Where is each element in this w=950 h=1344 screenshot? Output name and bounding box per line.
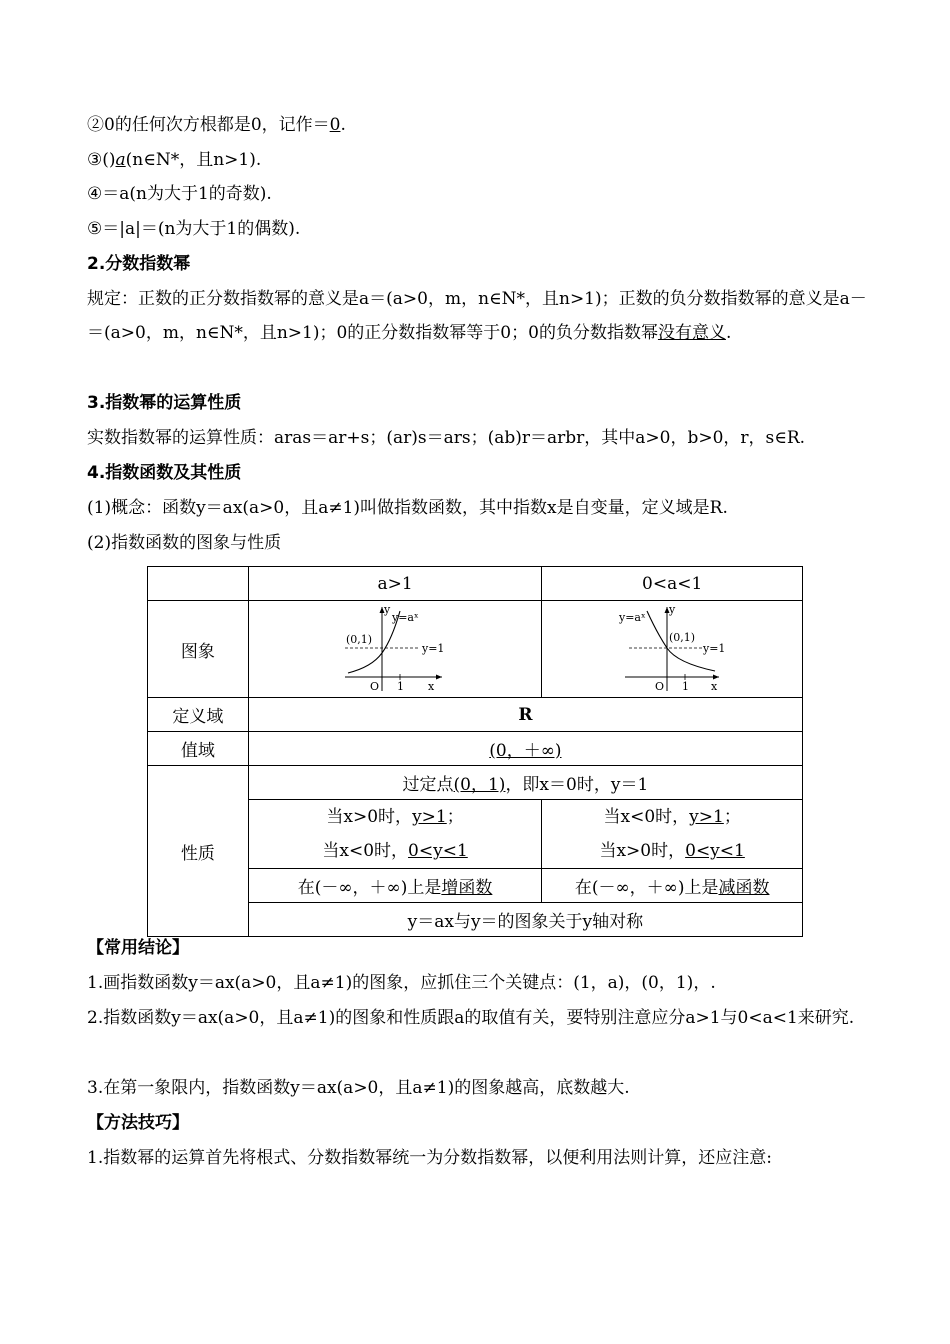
increasing-exp-graph [340, 603, 450, 695]
curve-label: y=aˣ [392, 611, 419, 624]
curve-label: y=aˣ [619, 611, 646, 624]
table-row-graph [148, 601, 803, 698]
origin-label: O [655, 680, 665, 693]
range-value: (0，＋∞) [248, 732, 802, 766]
asymptote-label: y=1 [703, 642, 726, 655]
exponential-properties-table [147, 566, 803, 937]
row-label-range: 值域 [148, 732, 249, 766]
root-property-4: ④＝a(n为大于1的奇数). [87, 184, 272, 204]
one-label: 1 [682, 680, 690, 693]
section-2-paragraph: 规定：正数的正分数指数幂的意义是a＝(a>0，m，n∈N*，且n>1)；正数的负分数指数幂的意义是a－＝(a>0，m，n∈N*，且n>1)；0的正分数指数幂等于0；0的负分数指数幂没有意义. [87, 289, 867, 343]
point-label: (0,1) [346, 633, 373, 646]
x-label: x [711, 680, 718, 693]
conclusion-3: 3.在第一象限内，指数函数y＝ax(a>0，且a≠1)的图象越高，底数越大. [87, 1078, 630, 1098]
section-3-title: 3.指数幂的运算性质 [87, 393, 242, 413]
method-1: 1.指数幂的运算首先将根式、分数指数幂统一为分数指数幂，以便利用法则计算，还应注意: [87, 1148, 772, 1168]
origin-label: O [370, 680, 380, 693]
graph-cell-increasing [248, 601, 542, 698]
row-label-graph: 图象 [148, 601, 249, 698]
y-label: y [384, 603, 391, 616]
section-4-concept: (1)概念：函数y＝ax(a>0，且a≠1)叫做指数函数，其中指数x是自变量，定义域是R. [87, 498, 728, 518]
section-2-title: 2.分数指数幂 [87, 254, 191, 274]
value-behavior-increasing: 当x>0时，y>1； 当x<0时，0<y<1 [248, 800, 542, 869]
monotonicity-decreasing: 在(－∞，＋∞)上是减函数 [542, 869, 803, 903]
monotonicity-increasing: 在(－∞，＋∞)上是增函数 [248, 869, 542, 903]
table-row-fixed-point [148, 766, 803, 800]
root-property-5: ⑤＝|a|＝(n为大于1的偶数). [87, 219, 301, 239]
table-row-range [148, 732, 803, 766]
asymptote-label: y=1 [422, 642, 445, 655]
conclusion-1: 1.画指数函数y＝ax(a>0，且a≠1)的图象，应抓住三个关键点：(1，a)，(0，1)，. [87, 973, 716, 993]
x-axis-arrow [436, 675, 442, 680]
table-corner-cell [148, 567, 249, 601]
x-label: x [428, 680, 435, 693]
header-a-between-0-1: 0<a<1 [542, 567, 803, 601]
one-label: 1 [397, 680, 405, 693]
section-3-paragraph: 实数指数幂的运算性质：aras＝ar+s；(ar)s＝ars；(ab)r＝arbr，其中a>0，b>0，r，s∈R. [87, 428, 806, 448]
root-property-3: ③()a(n∈N*，且n>1). [87, 150, 262, 170]
domain-value: R [248, 698, 802, 732]
table-row-domain [148, 698, 803, 732]
methods-title: 【方法技巧】 [87, 1113, 189, 1133]
value-behavior-decreasing: 当x<0时，y>1； 当x>0时，0<y<1 [542, 800, 803, 869]
y-label: y [669, 603, 676, 616]
root-property-2: ②0的任何次方根都是0，记作＝0. [87, 115, 346, 135]
x-axis-arrow [713, 675, 719, 680]
table-header-row [148, 567, 803, 601]
graph-cell-decreasing [542, 601, 803, 698]
row-label-properties: 性质 [148, 766, 249, 937]
decreasing-exp-graph [617, 603, 727, 695]
symmetry-cell: y＝ax与y＝的图象关于y轴对称 [248, 903, 802, 937]
section-4-graph-intro: (2)指数函数的图象与性质 [87, 533, 282, 553]
header-a-greater-1: a>1 [248, 567, 542, 601]
section-4-title: 4.指数函数及其性质 [87, 463, 242, 483]
conclusions-title: 【常用结论】 [87, 938, 189, 958]
conclusion-2: 2.指数函数y＝ax(a>0，且a≠1)的图象和性质跟a的取值有关，要特别注意应分a>1与0<a<1来研究. [87, 1008, 855, 1028]
fixed-point-cell: 过定点(0，1)，即x＝0时，y＝1 [248, 766, 802, 800]
point-label: (0,1) [669, 631, 696, 644]
row-label-domain: 定义域 [148, 698, 249, 732]
